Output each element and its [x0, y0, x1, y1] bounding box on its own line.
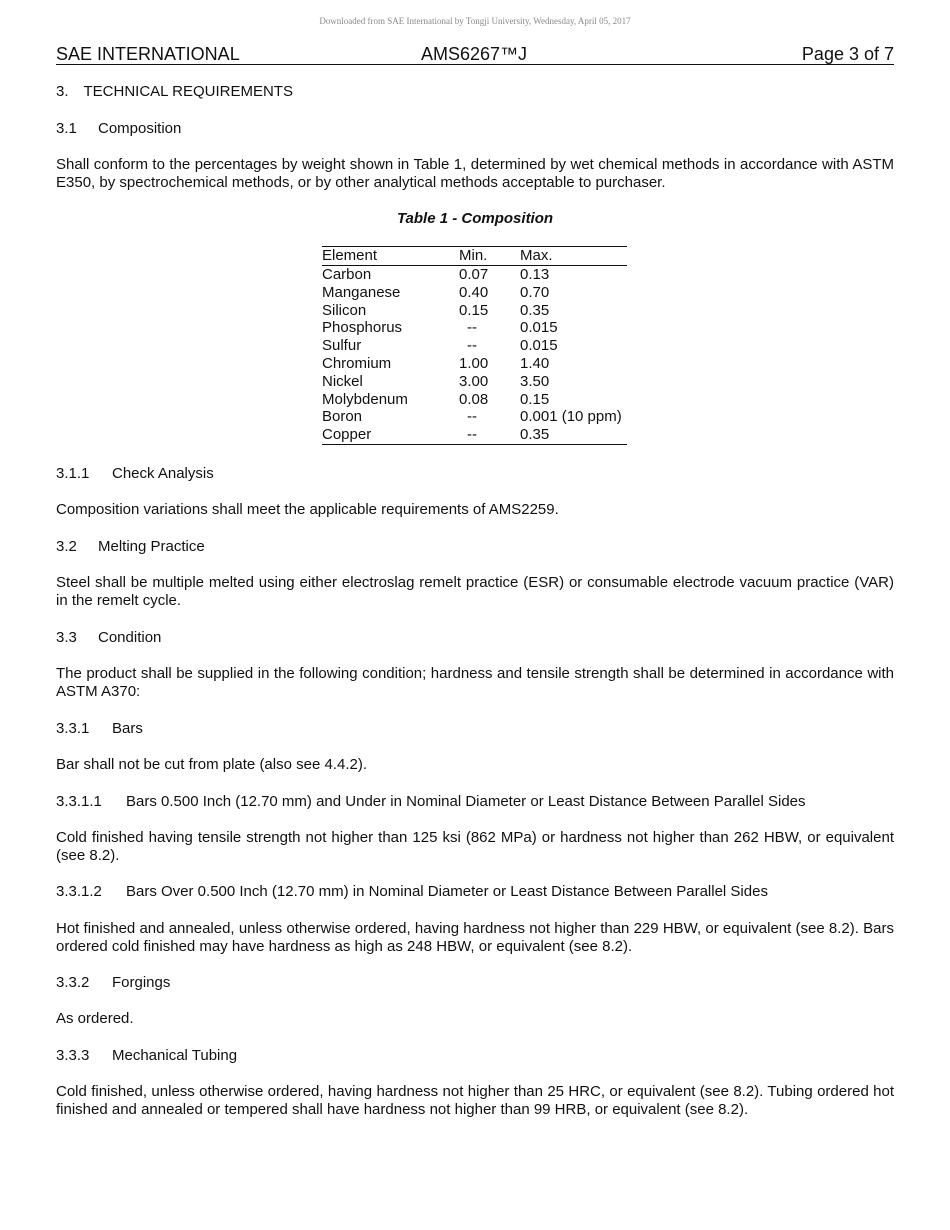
cell-element: Carbon	[322, 266, 372, 283]
cell-max: 0.35	[520, 301, 550, 319]
section-3-3-2-text: As ordered.	[56, 1010, 134, 1027]
cell-element: Nickel	[322, 372, 363, 390]
section-number: 3.2	[56, 538, 77, 555]
section-number: 3.3.1	[56, 720, 90, 737]
table-row	[322, 337, 627, 355]
cell-max: 0.001 (10 ppm)	[520, 408, 622, 426]
cell-min: 0.40	[459, 283, 489, 301]
cell-element: Phosphorus	[322, 319, 403, 337]
cell-min: 3.00	[459, 372, 489, 390]
header-max: Max.	[520, 247, 627, 266]
section-title: Bars	[112, 720, 143, 737]
section-3-3-2-heading	[56, 974, 894, 992]
section-3-2-text: Steel shall be multiple melted using either electroslag remelt practice (ESR) or consumable electrode vacuum practice (VAR) in the remelt cycle.	[56, 574, 894, 609]
section-title: Forgings	[112, 974, 171, 991]
section-3-1-text: Shall conform to the percentages by weight shown in Table 1, determined by wet chemical methods in accordance with ASTM E350, by spectrochemical methods, or by other analytical methods acceptable to purchaser.	[56, 156, 894, 191]
cell-element: Chromium	[322, 354, 392, 372]
cell-min: --	[467, 319, 477, 337]
section-3-3-3-heading	[56, 1047, 894, 1065]
section-title: Condition	[98, 629, 162, 646]
table-header-row	[322, 247, 627, 266]
cell-min: --	[467, 337, 477, 355]
cell-element: Sulfur	[322, 337, 362, 355]
section-number: 3.3.2	[56, 974, 90, 991]
section-title: Mechanical Tubing	[112, 1047, 238, 1064]
section-3-3-text: The product shall be supplied in the following condition; hardness and tensile strength shall be determined in accordance with ASTM A370:	[56, 665, 894, 700]
table-row	[322, 319, 627, 337]
section-3-3-1-1-text: Cold finished having tensile strength not higher than 125 ksi (862 MPa) or hardness not higher than 262 HBW, or equivalent (see 8.2).	[56, 829, 894, 864]
cell-element: Molybdenum	[322, 390, 408, 408]
cell-max: 0.015	[520, 337, 558, 355]
section-number: 3.1.1	[56, 465, 90, 482]
table-row	[322, 408, 627, 426]
header-doc-number: AMS6267™J	[421, 44, 528, 64]
section-3-2-heading	[56, 538, 894, 556]
section-number: 3.3.1.1	[56, 793, 102, 810]
section-3-heading: 3. TECHNICAL REQUIREMENTS	[56, 83, 293, 100]
cell-max: 0.15	[520, 390, 550, 408]
section-number: 3.1	[56, 120, 77, 137]
section-title: Bars 0.500 Inch (12.70 mm) and Under in Nominal Diameter or Least Distance Between Parallel Sides	[126, 793, 806, 810]
download-watermark: Downloaded from SAE International by Tongji University, Wednesday, April 05, 2017	[319, 16, 631, 26]
table-row	[322, 266, 627, 284]
cell-max: 0.015	[520, 319, 558, 337]
cell-max: 0.13	[520, 266, 550, 283]
section-3-3-1-2-heading	[56, 883, 894, 901]
header-page-number: Page 3 of 7	[801, 44, 894, 64]
cell-max: 1.40	[520, 354, 550, 372]
header-element: Element	[322, 247, 459, 266]
section-title: Check Analysis	[112, 465, 214, 482]
section-3-1-1-heading	[56, 465, 894, 483]
section-number: 3.3.1.2	[56, 883, 102, 900]
cell-max: 3.50	[520, 372, 550, 390]
section-3-3-3-text: Cold finished, unless otherwise ordered, having hardness not higher than 25 HRC, or equivalent (see 8.2). Tubing ordered hot finished and annealed or tempered shall have hardness not higher than 99 HRB, or equivalent (see 8.2).	[56, 1083, 894, 1118]
cell-min: 1.00	[459, 354, 489, 372]
cell-max: 0.35	[520, 426, 627, 444]
section-3-3-heading	[56, 629, 894, 647]
table-row	[322, 302, 627, 320]
section-title: Melting Practice	[98, 538, 205, 555]
section-3-1-1-text: Composition variations shall meet the applicable requirements of AMS2259.	[56, 501, 559, 518]
section-title: Bars Over 0.500 Inch (12.70 mm) in Nominal Diameter or Least Distance Between Parallel Sides	[126, 883, 768, 900]
cell-min: --	[459, 426, 520, 444]
section-title: Composition	[98, 120, 182, 137]
table-title: Table 1 - Composition	[396, 210, 554, 227]
table-row	[322, 391, 627, 409]
section-3-1-heading	[56, 120, 894, 138]
section-number: 3.3.3	[56, 1047, 90, 1064]
cell-element: Copper	[322, 426, 459, 444]
header-min: Min.	[459, 247, 520, 266]
cell-element: Boron	[322, 408, 363, 426]
cell-min: 0.08	[459, 390, 489, 408]
section-3-3-1-1-heading	[56, 793, 894, 811]
section-3-3-1-2-text: Hot finished and annealed, unless otherwise ordered, having hardness not higher than 229 HBW, or equivalent (see 8.2). Bars ordered cold finished may have hardness as high as 248 HBW, or equivalent (see 8.2).	[56, 920, 894, 955]
section-3-3-1-text: Bar shall not be cut from plate (also see 4.4.2).	[56, 756, 367, 773]
cell-min: 0.07	[459, 266, 489, 283]
section-number: 3.3	[56, 629, 77, 646]
table-row	[322, 373, 627, 391]
table-row	[322, 284, 627, 302]
section-3-3-1-heading	[56, 720, 894, 738]
header-org: SAE INTERNATIONAL	[56, 44, 240, 64]
cell-element: Silicon	[322, 301, 367, 319]
cell-element: Manganese	[322, 283, 401, 301]
cell-min: 0.15	[459, 301, 489, 319]
table-row	[322, 355, 627, 373]
composition-table	[322, 246, 627, 445]
table-row	[322, 426, 627, 444]
cell-min: --	[467, 408, 477, 426]
cell-max: 0.70	[520, 283, 550, 301]
page-header	[56, 44, 894, 65]
